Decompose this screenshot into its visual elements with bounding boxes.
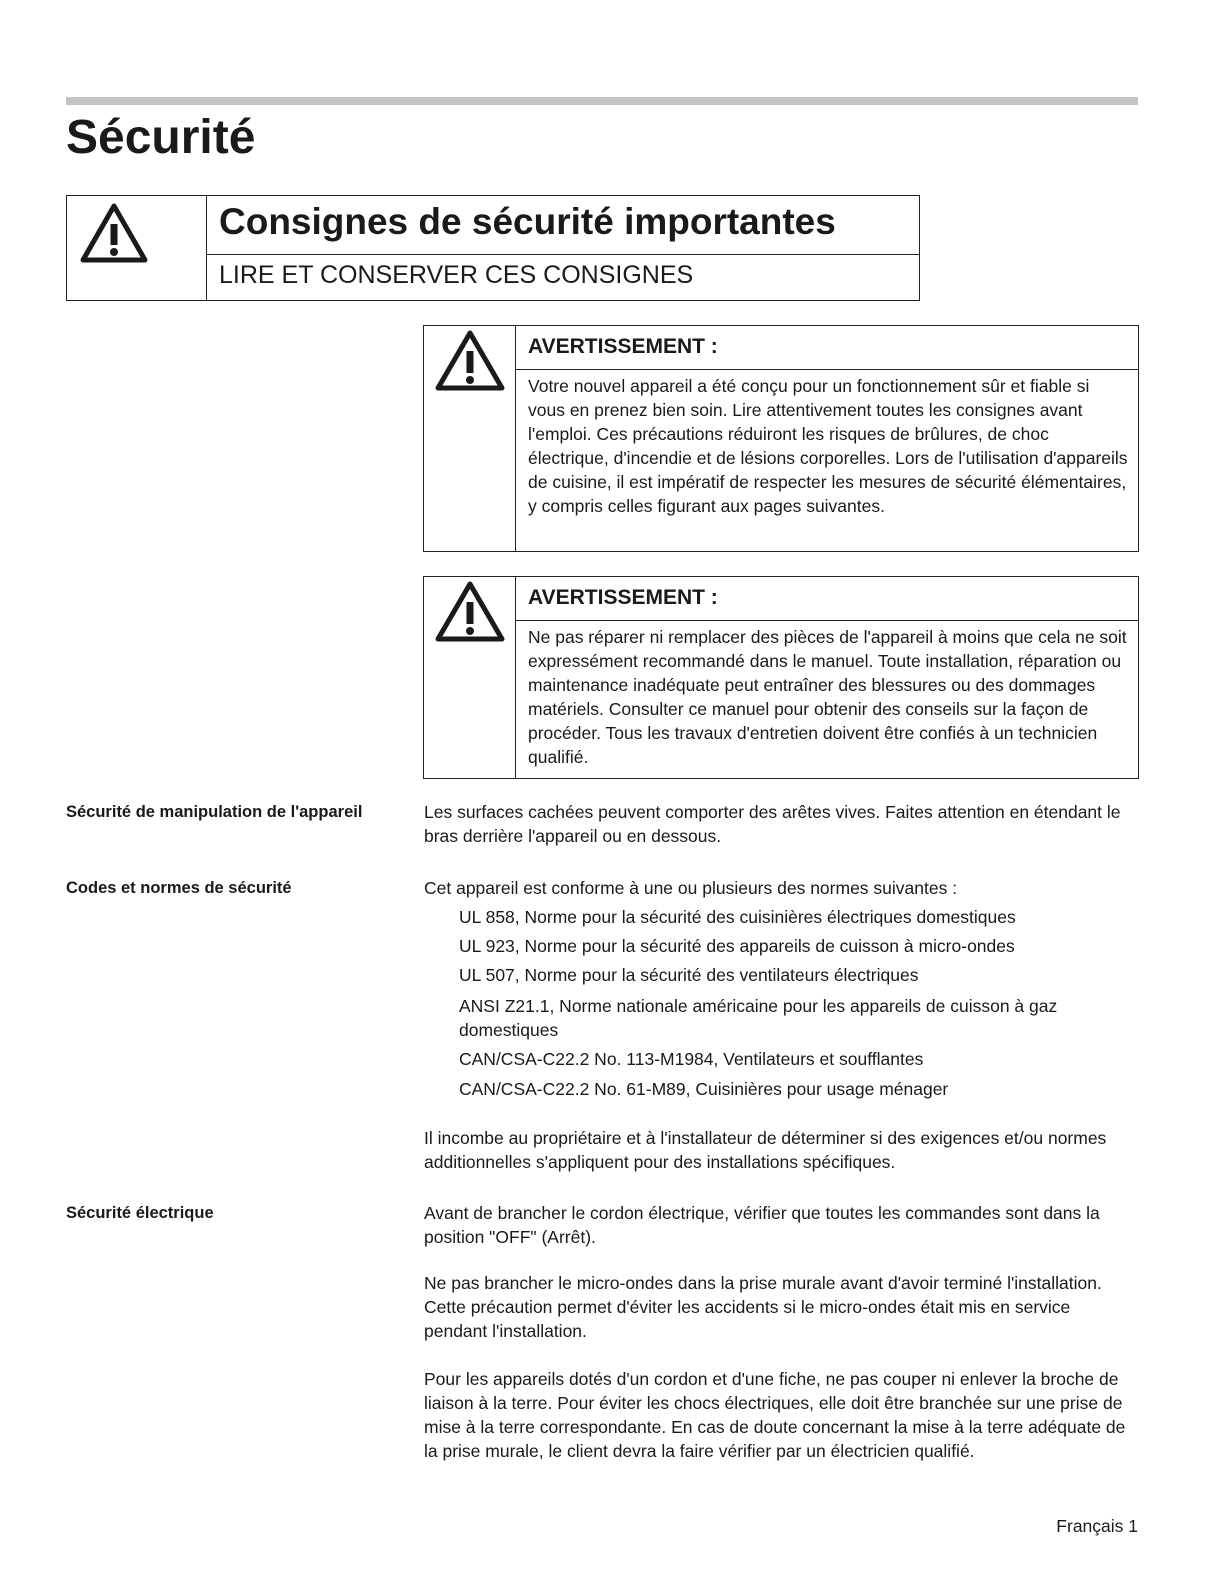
- important-heading: Consignes de sécurité importantes: [207, 196, 919, 255]
- norm-item: UL 923, Norme pour la sécurité des appareils de cuisson à micro-ondes: [459, 936, 1015, 956]
- important-icon-cell: [67, 196, 207, 300]
- warning-icon-cell: [424, 326, 516, 551]
- warning-triangle-icon: [79, 202, 149, 264]
- warning-triangle-icon: [434, 579, 506, 643]
- warning-box: [423, 576, 1139, 779]
- section-label-codes: Codes et normes de sécurité: [66, 879, 292, 897]
- section-label-handling: Sécurité de manipulation de l'appareil: [66, 803, 363, 821]
- page-footer: Français 1: [1056, 1516, 1138, 1536]
- warning-heading: AVERTISSEMENT :: [516, 326, 1138, 370]
- handling-text: Les surfaces cachées peuvent comporter des arêtes vives. Faites attention en étendant le bras derrière l'appareil ou en dessous.: [424, 802, 1121, 846]
- warning-triangle-icon: [434, 328, 506, 392]
- section-label-electrical: Sécurité électrique: [66, 1204, 214, 1222]
- warning-body: Ne pas réparer ni remplacer des pièces de l'appareil à moins que cela ne soit expressément recommandé dans le manuel. Toute installation, réparation ou maintenance inadéquate peut entraîner des blessures ou des dommages matériels. Consulter ce manuel pour obtenir des conseils sur la façon de procéder. Tous les travaux d'entretien doivent être confiés à un technicien qualifié.: [528, 627, 1127, 767]
- important-subheading: LIRE ET CONSERVER CES CONSIGNES: [219, 261, 694, 289]
- norm-item: UL 507, Norme pour la sécurité des ventilateurs électriques: [459, 965, 919, 985]
- electrical-paragraph: Ne pas brancher le micro-ondes dans la prise murale avant d'avoir terminé l'installation. Cette précaution permet d'éviter les accidents si le micro-ondes était mis en service pendant l'installation.: [424, 1273, 1102, 1341]
- top-rule: [66, 97, 1138, 105]
- electrical-paragraph: Avant de brancher le cordon électrique, vérifier que toutes les commandes sont dans la position "OFF" (Arrêt).: [424, 1203, 1100, 1247]
- page-title: Sécurité: [66, 111, 256, 164]
- codes-outro: Il incombe au propriétaire et à l'installateur de déterminer si des exigences et/ou normes additionnelles s'appliquent pour des installations spécifiques.: [424, 1128, 1107, 1172]
- norm-item: ANSI Z21.1, Norme nationale américaine pour les appareils de cuisson à gaz domestiques: [459, 996, 1058, 1040]
- norm-item: CAN/CSA-C22.2 No. 61-M89, Cuisinières pour usage ménager: [459, 1079, 949, 1099]
- norm-item: UL 858, Norme pour la sécurité des cuisinières électriques domestiques: [459, 907, 1016, 927]
- electrical-paragraph: Pour les appareils dotés d'un cordon et d'une fiche, ne pas couper ni enlever la broche de liaison à la terre. Pour éviter les chocs électriques, elle doit être branchée sur une prise de mise à la terre correspondante. En cas de doute concernant la mise à la terre adéquate de la prise murale, le client devra la faire vérifier par un électricien qualifié.: [424, 1369, 1126, 1461]
- warning-box: [423, 325, 1139, 552]
- warning-icon-cell: [424, 577, 516, 778]
- warning-body: Votre nouvel appareil a été conçu pour un fonctionnement sûr et fiable si vous en prenez bien soin. Lire attentivement toutes les consignes avant l'emploi. Ces précautions réduiront les risques de brûlures, de choc électrique, d'incendie et de lésions corporelles. Lors de l'utilisation d'appareils de cuisine, il est impératif de respecter les mesures de sécurité élémentaires, y compris celles figurant aux pages suivantes.: [528, 376, 1128, 516]
- warning-heading: AVERTISSEMENT :: [516, 577, 1138, 621]
- important-instructions-box: [66, 195, 920, 301]
- codes-intro: Cet appareil est conforme à une ou plusieurs des normes suivantes :: [424, 878, 958, 898]
- norm-item: CAN/CSA-C22.2 No. 113-M1984, Ventilateurs et soufflantes: [459, 1049, 924, 1069]
